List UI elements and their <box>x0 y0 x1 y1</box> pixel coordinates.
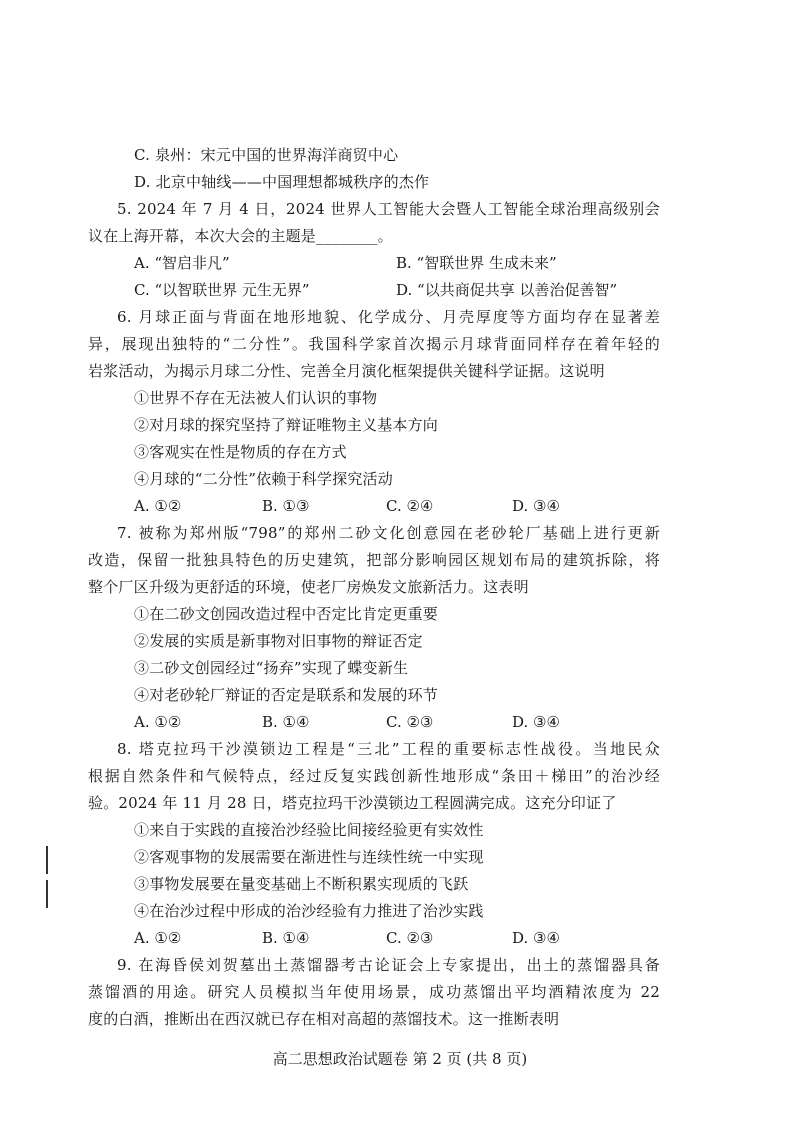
q9-stem-line-2: 蒸馏酒的用途。研究人员模拟当年使用场景，成功蒸馏出平均酒精浓度为 22 <box>88 983 660 1001</box>
q9-stem-line-1: 9. 在海昏侯刘贺墓出土蒸馏器考古论证会上专家提出，出土的蒸馏器具备 <box>117 956 660 974</box>
margin-mark-2 <box>46 880 48 908</box>
q6-statement-4: ④月球的“二分性”依赖于科学探究活动 <box>134 470 393 488</box>
q7-choice-b: B. ①④ <box>262 713 310 731</box>
q7-statement-1: ①在二砂文创园改造过程中否定比肯定更重要 <box>134 605 439 623</box>
prev-option-d: D. 北京中轴线——中国理想都城秩序的杰作 <box>134 173 430 191</box>
q7-choices-row <box>134 711 664 733</box>
q9-stem-line-3: 度的白酒，推断出在西汉就已存在相对高超的蒸馏技术。这一推断表明 <box>88 1010 560 1028</box>
q8-statement-4: ④在治沙过程中形成的治沙经验有力推进了治沙实践 <box>134 902 484 920</box>
q7-stem-line-3: 整个厂区升级为更舒适的环境，使老厂房焕发文旅新活力。这表明 <box>88 578 529 596</box>
q8-choices-row <box>134 927 664 949</box>
q5-choices-row-1 <box>134 252 664 274</box>
q8-choice-d: D. ③④ <box>512 929 560 947</box>
q6-choices-row <box>134 495 664 517</box>
q6-statement-1: ①世界不存在无法被人们认识的事物 <box>134 389 378 407</box>
q7-choice-c: C. ②③ <box>386 713 434 731</box>
q8-choice-b: B. ①④ <box>262 929 310 947</box>
q6-stem-line-3: 岩浆活动，为揭示月球二分性、完善全月演化框架提供关键科学证据。这说明 <box>88 362 605 380</box>
q8-statement-1: ①来自于实践的直接治沙经验比间接经验更有实效性 <box>134 821 484 839</box>
q7-stem-line-2: 改造，保留一批独具特色的历史建筑，把部分影响园区规划布局的建筑拆除，将 <box>88 551 660 569</box>
q7-statement-4: ④对老砂轮厂辩证的否定是联系和发展的环节 <box>134 686 439 704</box>
q6-choice-d: D. ③④ <box>512 497 560 515</box>
q8-choice-a: A. ①② <box>134 929 182 947</box>
q7-stem-line-1: 7. 被称为郑州版“798”的郑州二砂文化创意园在老砂轮厂基础上进行更新 <box>117 524 660 542</box>
page-footer: 高二思想政治试题卷 第 2 页 (共 8 页) <box>272 1050 528 1068</box>
q6-statement-2: ②对月球的探究坚持了辩证唯物主义基本方向 <box>134 416 439 434</box>
prev-option-c: C. 泉州：宋元中国的世界海洋商贸中心 <box>134 146 399 164</box>
q7-statement-2: ②发展的实质是新事物对旧事物的辩证否定 <box>134 632 423 650</box>
q6-choice-a: A. ①② <box>134 497 182 515</box>
q7-choice-d: D. ③④ <box>512 713 560 731</box>
q5-choice-a: A. “智启非凡” <box>134 254 230 272</box>
q8-statement-2: ②客观事物的发展需要在渐进性与连续性统一中实现 <box>134 848 484 866</box>
q7-statement-3: ③二砂文创园经过“扬弃”实现了蝶变新生 <box>134 659 409 677</box>
q5-stem-line-1: 5. 2024 年 7 月 4 日，2024 世界人工智能大会暨人工智能全球治理高级别会 <box>117 200 660 218</box>
q6-stem-line-1: 6. 月球正面与背面在地形地貌、化学成分、月壳厚度等方面均存在显著差 <box>117 308 660 326</box>
q5-stem-line-2: 议在上海开幕，本次大会的主题是________。 <box>88 227 393 245</box>
q5-choice-d: D. “以共商促共享 以善治促善智” <box>396 281 618 299</box>
q8-stem-line-1: 8. 塔克拉玛干沙漠锁边工程是“三北”工程的重要标志性战役。当地民众 <box>117 740 660 758</box>
q6-statement-3: ③客观实在性是物质的存在方式 <box>134 443 347 461</box>
q7-choice-a: A. ①② <box>134 713 182 731</box>
q5-choice-c: C. “以智联世界 元生无界” <box>134 281 310 299</box>
q8-stem-line-3: 验。2024 年 11 月 28 日，塔克拉玛干沙漠锁边工程圆满完成。这充分印证了 <box>88 794 617 812</box>
q8-stem-line-2: 根据自然条件和气候特点，经过反复实践创新性地形成“条田＋梯田”的治沙经 <box>88 767 660 785</box>
q6-choice-b: B. ①③ <box>262 497 310 515</box>
margin-mark-1 <box>46 846 48 874</box>
q6-choice-c: C. ②④ <box>386 497 434 515</box>
q5-choices-row-2 <box>134 279 664 301</box>
q5-choice-b: B. “智联世界 生成未来” <box>396 254 557 272</box>
q8-choice-c: C. ②③ <box>386 929 434 947</box>
q8-statement-3: ③事物发展要在量变基础上不断积累实现质的飞跃 <box>134 875 469 893</box>
q6-stem-line-2: 异，展现出独特的“二分性”。我国科学家首次揭示月球背面同样存在着年轻的 <box>88 335 660 353</box>
